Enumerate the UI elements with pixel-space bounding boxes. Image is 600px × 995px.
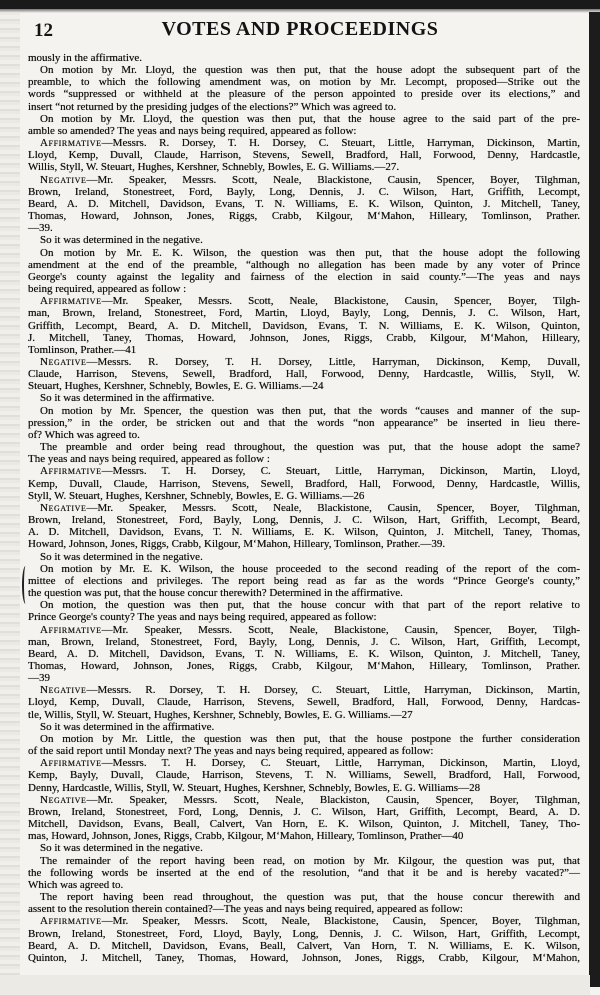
scan-left-margin [0,12,20,987]
vote-label: Affirmative [40,757,102,770]
line-text: preamble, to which the following amendment was, on motion by Mr. Lecompt, proposed—Strike out the [28,76,580,89]
line-text: Thomas, Howard, Johnson, Jones, Riggs, Crabb, Kilgour, M‘Mahon, Hilleary, Tomlinson, Prather. [28,660,580,672]
text-line [28,538,580,550]
line-text: assent to the resolution therein contained?—The yeas and nays being required, appeared as follow: [28,903,463,916]
vote-label: Affirmative [40,465,102,478]
line-text: So it was determined in the negative. [40,234,203,247]
line-text: mittee of elections and privileges. The report being read as far as the words “Prince George's county,” [28,574,580,587]
scan-top-shadow [0,9,600,13]
text-line [28,125,580,137]
line-text: Brown, Ireland, Stonestreet, Ford, Bayly, Long, Dennis, J. C. Wilson, Hart, Griffith, Lecompt, [28,185,580,198]
text-line [40,794,580,806]
line-text: Lloyd, Kemp, Duvall, Claude, Harrison, Stevens, Sewell, Bradford, Hall, Forwood, Denny, Hardcastle, [28,149,580,162]
line-text: Kemp, Duvall, Claude, Harrison, Stevens, Sewell, Bradford, Hall, Forwood, Denny, Hardcastle, Willis, [28,477,580,490]
text-line [40,563,580,575]
line-text: —39. [28,222,53,235]
line-text: Styll, W. Steuart, Hughes, Kershner, Schnebly, Bowles, E. G. Williams.—26 [28,489,365,502]
line-text: Howard, Johnson, Jones, Riggs, Crabb, Kilgour, M‘Mahon, Hilleary, Tomlinson, Prather.—39. [28,538,446,551]
line-text: —Messrs. R. Dorsey, T. H. Dorsey, Little, Harryman, Dickinson, Kemp, Duvall, [86,356,580,368]
text-line [40,137,580,149]
text-line [28,696,580,708]
line-text: —Messrs. T. H. Dorsey, C. Steuart, Little, Harryman, Dickinson, Martin, Lloyd, [101,757,580,770]
text-line [28,429,580,441]
text-line [28,514,580,526]
vote-label: Negative [40,501,87,514]
line-text: On motion by Mr. Little, the question was then put, that the house postpone the further consideration [40,732,580,745]
vote-label: Affirmative [40,623,102,636]
line-text: of? Which was agreed to. [28,428,140,441]
text-line [28,818,580,830]
vote-label: Affirmative [40,915,102,928]
line-text: of the said report until Monday next? The yeas and nays being required, appeared as follow: [28,745,434,758]
text-line [40,465,580,477]
line-text: —Mr. Speaker, Messrs. Scott, Neale, Blackistone, Causin, Spencer, Boyer, Tilgh- [101,295,580,308]
line-text: George's county against the legality and fairness of the election in said county.”—The yeas and nays [28,270,580,283]
text-line [28,283,580,295]
text-line [28,380,580,392]
text-line [28,867,580,879]
line-text: Griffith, Lecompt, Beard, A. D. Mitchell, Davidson, Evans, T. N. Williams, E. K. Wilson, Quinton, [28,319,580,332]
line-text: —Mr. Speaker, Messrs. Scott, Neale, Blackistone, Causin, Spencer, Boyer, Tilghman, [101,915,580,928]
line-text: Willis, Styll, W. Steuart, Hughes, Kershner, Schnebly, Bowles, E. G. Williams.—27. [28,161,400,174]
text-line [40,356,580,368]
line-text: the question was put, that the house concur therewith? Determined in the affirmative. [28,587,403,600]
line-text: —39 [28,672,50,685]
text-line [40,392,580,404]
running-title: VOTES AND PROCEEDINGS [161,18,439,40]
vote-label: Negative [40,793,87,806]
text-line [40,295,580,307]
vote-label: Negative [40,173,87,186]
text-line [28,636,580,648]
line-text: mas, Howard, Johnson, Jones, Riggs, Crabb, Kilgour, M‘Mahon, Hilleary, Tomlinson, Prather—40 [28,830,464,843]
line-text: Brown, Ireland, Stonestreet, Ford, Long, Dennis, J. C. Wilson, Hart, Griffith, Lecompt, Beard, A. D. [28,805,580,818]
text-line [40,441,580,453]
text-line [28,928,580,940]
text-line [40,842,580,854]
line-text: —Messrs. T. H. Dorsey, C. Steuart, Little, Harryman, Dickinson, Martin, Lloyd, [101,465,580,478]
line-text: J. Mitchell, Taney, Thomas, Howard, Johnson, Jones, Riggs, Crabb, Kilgour, M‘Mahon, Hilleary, [28,331,580,344]
text-line [28,332,580,344]
text-line [28,490,580,502]
text-line [28,830,580,842]
line-text: man, Brown, Ireland, Stonestreet, Ford, Martin, Lloyd, Bayly, Long, Dennis, J. C. Wilson, Hart, [28,307,580,320]
scan-top-edge [0,0,600,9]
text-line [28,186,580,198]
text-line [28,769,580,781]
line-text: Lloyd, Kemp, Duvall, Claude, Harrison, Stevens, Sewell, Bradford, Hall, Forwood, Denny, Hardcas- [28,696,580,709]
line-text: Beard, A. D. Mitchell, Davidson, Evans, T. N. Williams, E. K. Wilson, Quinton, J. Mitchell, Taney, [28,197,580,210]
text-line [28,745,580,757]
text-line [28,259,580,271]
text-line [28,587,580,599]
line-text: amble so amended? The yeas and nays being required, appeared as follow: [28,124,357,137]
line-text: insert “not returned by the presiding judges of the elections?” Which was agreed to. [28,100,397,113]
line-text: Beard, A. D. Mitchell, Davidson, Evans, Beall, Calvert, Van Horn, T. N. Williams, E. K. Wilson, [28,939,580,952]
text-line [40,721,580,733]
text-line [40,64,580,76]
line-text: Quinton, J. Mitchell, Taney, Thomas, Howard, Johnson, Jones, Riggs, Crabb, Kilgour, M‘Mahon, [28,951,580,964]
line-text: The report having been read throughout, the question was put, that the house concur therewith and [40,891,580,904]
line-text: Claude, Harrison, Stevens, Sewell, Bradford, Hall, Forwood, Denny, Hardcastle, Willis, Styll, W. [28,368,580,381]
text-line [28,271,580,283]
text-line [28,198,580,210]
text-line [28,161,580,173]
line-text: Brown, Ireland, Stonestreet, Ford, Bayly, Long, Dennis, J. C. Wilson, Hart, Griffith, Lecompt, Beard, [28,514,580,527]
line-text: words “suppressed or withheld at the pleasure of the person appointed to preside over its elections,” and [28,88,580,101]
text-line [40,855,580,867]
text-line [40,684,580,696]
text-line [40,405,580,417]
line-text: tle, Willis, Styll, W. Steuart, Hughes, Kershner, Schnebly, Bowles, E. G. Williams.—27 [28,708,413,721]
line-text: —Mr. Speaker, Messrs. Scott, Neale, Blackiston, Causin, Spencer, Boyer, Tilghman, [86,793,580,806]
line-text: Beard, A. D. Mitchell, Davidson, Evans, T. N. Williams, E. K. Wilson, Quinton, J. Mitchell, Taney, [28,647,580,660]
line-text: On motion by Mr. E. K. Wilson, the question was then put, that the house adopt the following [40,246,580,259]
text-line [28,526,580,538]
line-text: Steuart, Hughes, Kershner, Schnebly, Bowles, E. G. Williams.—24 [28,380,324,393]
text-line [40,247,580,259]
vote-label: Affirmative [40,295,102,308]
scan-right-edge [589,12,600,987]
text-line [40,502,580,514]
text-line [40,891,580,903]
line-text: On motion, the question was then put, that the house concur with that part of the report relative to [40,599,580,612]
text-line [28,575,580,587]
text-line [28,88,580,100]
text-line [40,113,580,125]
text-line [40,624,580,636]
line-text: So it was determined in the negative. [40,550,203,563]
text-line [28,368,580,380]
text-line [40,599,580,611]
text-line [40,234,580,246]
text-line [28,672,580,684]
text-line [28,660,580,672]
text-line [28,307,580,319]
text-line [28,648,580,660]
line-text: Which was agreed to. [28,878,124,891]
line-text: On motion by Mr. Lloyd, the question was then put, that the house adopt the subsequent part of the [40,64,580,77]
text-line [40,733,580,745]
line-text: amendment at the end of the preamble, “although no allegation has been made by any voter of Prince [28,258,580,271]
line-text: So it was determined in the affirmative. [40,392,215,405]
text-line [40,551,580,563]
text-line [28,149,580,161]
vote-label: Negative [40,684,87,697]
text-line [28,417,580,429]
line-text: Denny, Hardcastle, Willis, Styll, W. Steuart, Hughes, Kershner, Schnebly, Bowles, E. G. Williams—28 [28,781,481,794]
line-text: the following words be inserted at the end of the resolution, “and that it be and is hereby vacated?”— [28,866,580,879]
line-text: A. D. Mitchell, Davidson, Evans, T. N. Williams, E. K. Wilson, Quinton, J. Mitchell, Taney, Thomas, [28,526,580,539]
page-number: 12 [34,20,53,41]
line-text: —Mr. Speaker, Messrs. Scott, Neale, Blackistone, Causin, Spencer, Boyer, Tilgh- [101,623,580,636]
line-text: —Messrs. R. Dorsey, T. H. Dorsey, C. Steuart, Little, Harryman, Dickinson, Martin, [101,137,580,150]
line-text: On motion by Mr. E. K. Wilson, the house proceeded to the second reading of the report of the com- [40,562,580,575]
line-text: pression,” in the order, be stricken out and that the words “non appearance” be inserted in lieu there- [28,416,580,429]
text-line [28,320,580,332]
vote-label: Affirmative [40,137,102,150]
line-text: —Messrs. R. Dorsey, T. H. Dorsey, C. Steuart, Little, Harryman, Dickinson, Martin, [86,684,580,697]
line-text: Kemp, Bayly, Duvall, Claude, Harrison, Stevens, T. N. Williams, Sewell, Bradford, Hall, Forwood, [28,769,580,782]
line-text: mously in the affirmative. [28,52,143,64]
text-line [28,210,580,222]
vote-label: Negative [40,356,87,368]
text-line [28,222,580,234]
text-line [28,952,580,964]
line-text: Thomas, Howard, Johnson, Jones, Riggs, Crabb, Kilgour, M‘Mahon, Hilleary, Tomlinson, Prather. [28,210,580,223]
text-line [28,709,580,721]
text-line [28,879,580,891]
text-line [40,915,580,927]
text-line [28,806,580,818]
text-line [40,174,580,186]
line-text: —Mr. Speaker, Messrs. Scott, Neale, Blackistone, Causin, Spencer, Boyer, Tilghman, [86,501,580,514]
line-text: On motion by Mr. Spencer, the question was then put, that the words “causes and manner of the sup- [40,404,580,417]
text-line [28,782,580,794]
text-line [28,903,580,915]
text-line [28,76,580,88]
line-text: On motion by Mr. Lloyd, the question was then put, that the house agree to the said part of the pre- [40,112,580,125]
text-line [28,478,580,490]
line-text: Mitchell, Davidson, Evans, Beall, Calvert, Van Horn, E. K. Wilson, Quinton, J. Mitchell, Taney, Tho- [28,818,580,831]
line-text: being required, appeared as follow : [28,283,187,296]
line-text: The preamble and order being read throughout, the question was put, that the house adopt the same? [40,441,580,454]
line-text: man, Brown, Ireland, Stonestreet, Ford, Bayly, Long, Dennis, J. C. Wilson, Hart, Griffith, Lecompt, [28,635,580,648]
line-text: The remainder of the report having been read, on motion by Mr. Kilgour, the question was put, that [40,854,580,867]
text-line [28,940,580,952]
text-line [28,52,580,64]
line-text: —Mr. Speaker, Messrs. Scott, Neale, Blackistone, Causin, Spencer, Boyer, Tilghman, [86,173,580,186]
line-text: Prince George's county? The yeas and nays being required, appeared as follow: [28,611,377,624]
text-line [28,101,580,113]
text-line [28,344,580,356]
line-text: The yeas and nays being required, appeared as follow : [28,453,270,466]
text-line [28,611,580,623]
line-text: So it was determined in the affirmative. [40,720,215,733]
text-line [40,757,580,769]
line-text: So it was determined in the negative. [40,842,203,855]
text-line [28,453,580,465]
line-text: Brown, Ireland, Stonestreet, Ford, Lloyd, Bayly, Long, Dennis, J. C. Wilson, Hart, Griffith, Lecompt, [28,927,580,940]
scan-bottom-margin [0,975,590,995]
line-text: Tomlinson, Prather.—41 [28,343,137,356]
